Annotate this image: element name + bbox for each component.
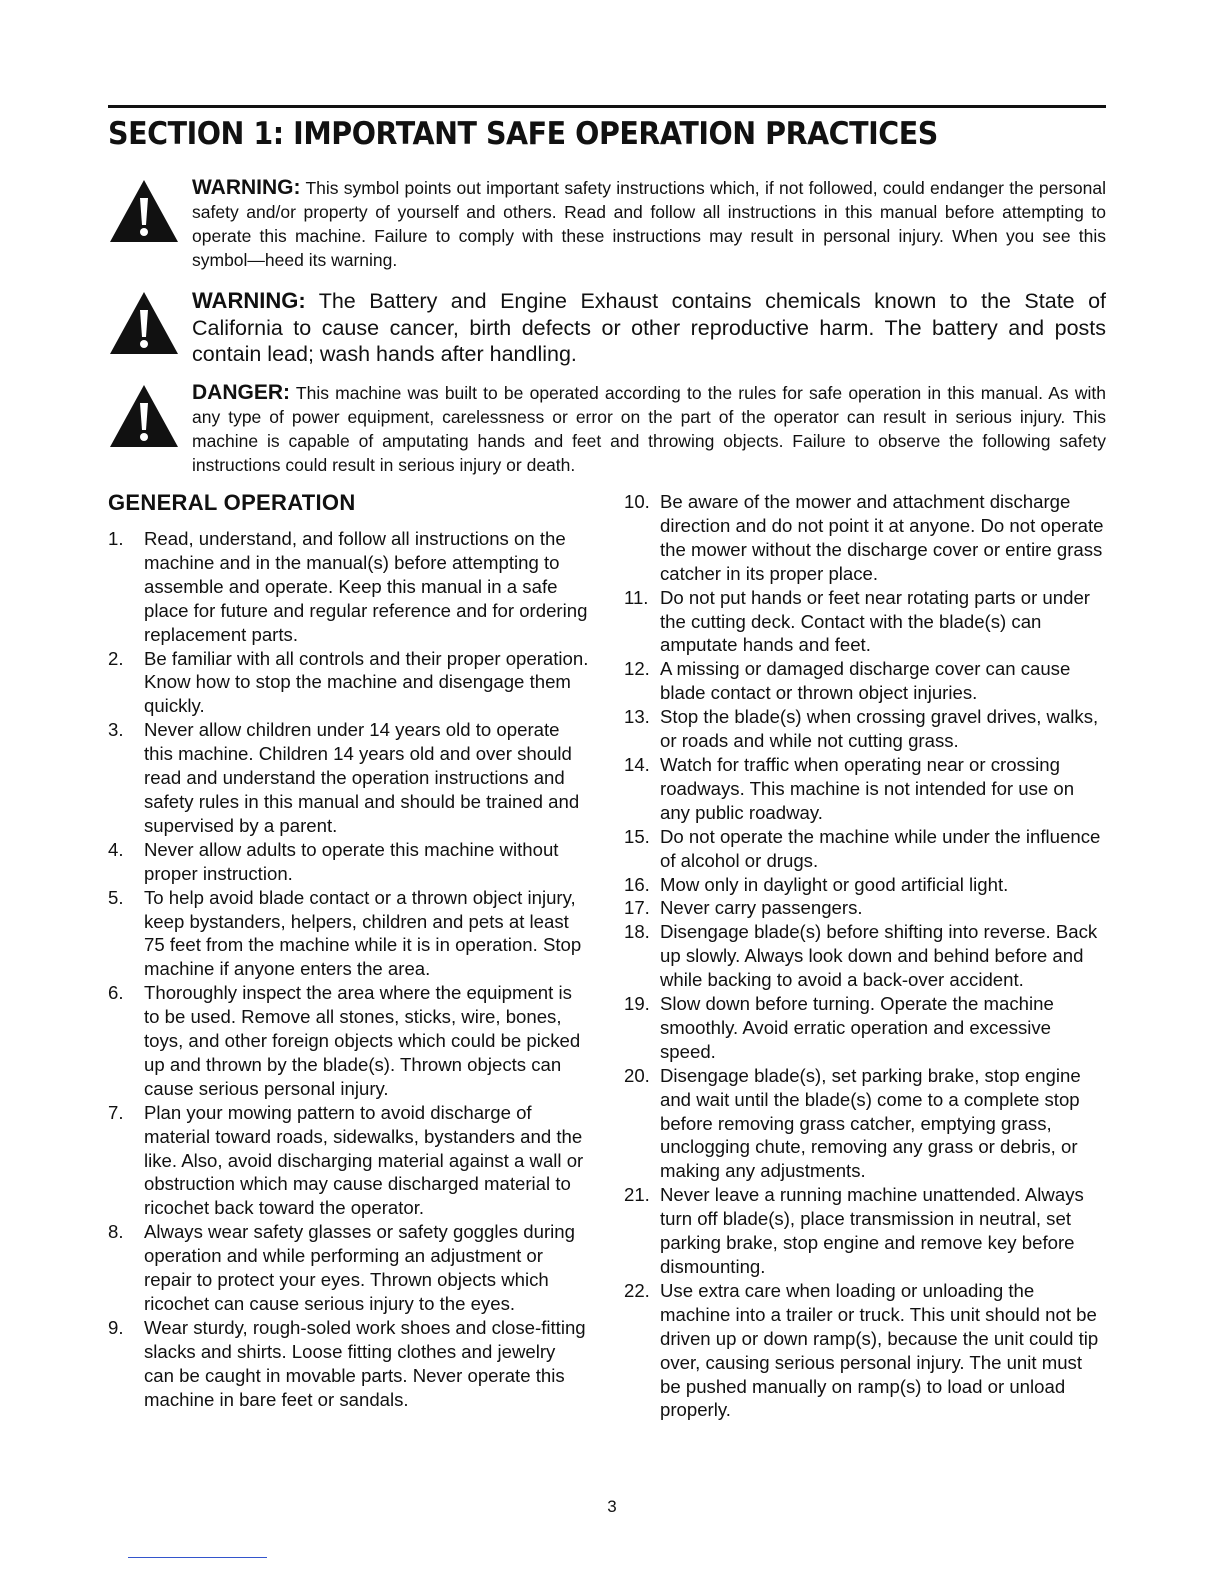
list-item bbox=[108, 886, 590, 982]
list-item bbox=[624, 992, 1106, 1064]
item-number: 6. bbox=[108, 982, 124, 1004]
list-item bbox=[624, 1279, 1106, 1422]
item-text: Slow down before turning. Operate the machine smoothly. Avoid erratic operation and excessive speed. bbox=[660, 993, 1054, 1062]
item-text: Disengage blade(s), set parking brake, stop engine and wait until the blade(s) come to a complete stop before removing grass catcher, emptying grass, unclogging chute, removing any grass or debris, or making any adjustments. bbox=[660, 1064, 1081, 1182]
item-number: 2. bbox=[108, 647, 124, 669]
item-number: 13. bbox=[624, 706, 650, 728]
item-text: Do not put hands or feet near rotating parts or under the cutting deck. Contact with the blade(s) can amputate hands and feet. bbox=[660, 586, 1090, 656]
item-text: Always wear safety glasses or safety goggles during operation and while performing an adjustment or repair to protect your eyes. Thrown objects which ricochet can cause serious injury to the eyes. bbox=[144, 1221, 575, 1314]
item-text: A missing or damaged discharge cover can cause blade contact or thrown object injuries. bbox=[660, 658, 1071, 704]
warning-text-1 bbox=[192, 176, 1106, 272]
item-number: 3. bbox=[108, 719, 124, 741]
warning-triangle-icon bbox=[108, 290, 180, 356]
item-text: To help avoid blade contact or a thrown object injury, keep bystanders, helpers, children and pets at least 75 feet from the machine while it is in operation. Stop machine if anyone enters the area. bbox=[144, 886, 582, 980]
list-item bbox=[624, 586, 1106, 658]
general-operation-heading: GENERAL OPERATION bbox=[108, 490, 356, 515]
list-item bbox=[624, 1064, 1106, 1184]
list-item bbox=[624, 920, 1106, 992]
item-number: 21. bbox=[624, 1184, 650, 1206]
list-item bbox=[108, 1101, 590, 1221]
safety-list-left bbox=[108, 527, 590, 1412]
list-item bbox=[624, 490, 1106, 586]
list-item bbox=[624, 896, 1106, 920]
warning-label: WARNING: bbox=[192, 288, 306, 313]
right-column bbox=[624, 490, 1106, 1422]
item-number: 10. bbox=[624, 491, 650, 512]
list-item bbox=[624, 873, 1106, 897]
item-text: Never allow children under 14 years old to operate this machine. Children 14 years old and over should read and understand the operation instructions and safety rules in this manual and should be trained and supervised by a parent. bbox=[144, 719, 580, 836]
item-number: 16. bbox=[624, 873, 650, 895]
list-item bbox=[624, 753, 1106, 825]
danger-label: DANGER: bbox=[192, 381, 290, 404]
list-item bbox=[108, 718, 590, 838]
list-item bbox=[624, 825, 1106, 873]
warning-block-1 bbox=[108, 176, 1106, 272]
list-item bbox=[108, 838, 590, 886]
item-number: 4. bbox=[108, 838, 124, 860]
item-number: 11. bbox=[624, 586, 649, 608]
item-number: 7. bbox=[108, 1101, 124, 1123]
danger-text bbox=[192, 381, 1106, 477]
list-item bbox=[108, 527, 590, 647]
page-number: 3 bbox=[607, 1497, 617, 1516]
warning-label: WARNING: bbox=[192, 176, 301, 199]
footer-line bbox=[128, 1557, 267, 1558]
item-number: 5. bbox=[108, 886, 124, 908]
item-number: 20. bbox=[624, 1064, 650, 1086]
list-item bbox=[108, 981, 590, 1101]
warning-body: The Battery and Engine Exhaust contains chemicals known to the State of California to cause cancer, birth defects or other reproductive harm. The battery and posts contain lead; wash hands after handling. bbox=[192, 289, 1106, 366]
item-text: Do not operate the machine while under the influence of alcohol or drugs. bbox=[660, 825, 1101, 871]
section-title: SECTION 1: IMPORTANT SAFE OPERATION PRACTICES bbox=[108, 116, 938, 152]
list-item bbox=[108, 1316, 590, 1412]
safety-list-right bbox=[624, 490, 1106, 1422]
left-column bbox=[108, 489, 590, 1412]
item-number: 18. bbox=[624, 921, 650, 943]
warning-triangle-icon bbox=[108, 383, 180, 449]
item-number: 15. bbox=[624, 825, 650, 847]
warning-body: This symbol points out important safety instructions which, if not followed, could endanger the personal safety and/or property of yourself and others. Read and follow all instructions in this manual before attempting to operate this machine. Failure to comply with these instructions may result in personal injury. When you see this symbol—heed its warning. bbox=[192, 178, 1107, 270]
item-number: 12. bbox=[624, 658, 650, 680]
list-item bbox=[624, 1183, 1106, 1279]
item-text: Never leave a running machine unattended. Always turn off blade(s), place transmission in neutral, set parking brake, stop engine and remove key before dismounting. bbox=[660, 1184, 1084, 1277]
warning-block-2 bbox=[108, 288, 1106, 368]
item-text: Be aware of the mower and attachment discharge direction and do not point it at anyone. Do not operate the mower without the discharge cover or entire grass catcher in its proper place. bbox=[660, 491, 1104, 584]
danger-body: This machine was built to be operated according to the rules for safe operation in this manual. As with any type of power equipment, carelessness or error on the part of the operator can result in serious injury. This machine is capable of amputating hands and feet and throwing objects. Failure to observe the following safety instructions could result in serious injury or death. bbox=[192, 383, 1106, 475]
item-text: Watch for traffic when operating near or crossing roadways. This machine is not intended for use on any public roadway. bbox=[660, 753, 1075, 823]
item-text: Wear sturdy, rough-soled work shoes and close-fitting slacks and shirts. Loose fitting clothes and jewelry can be caught in movable parts. Never operate this machine in bare feet or sandals. bbox=[144, 1316, 586, 1410]
list-item bbox=[624, 705, 1106, 753]
list-item bbox=[108, 647, 590, 719]
item-text: Be familiar with all controls and their proper operation. Know how to stop the machine and disengage them quickly. bbox=[144, 647, 589, 717]
list-item bbox=[108, 1220, 590, 1316]
top-rule bbox=[108, 105, 1106, 108]
warning-text-2 bbox=[192, 288, 1106, 368]
warning-triangle-icon bbox=[108, 178, 180, 244]
item-text: Disengage blade(s) before shifting into reverse. Back up slowly. Always look down and behind before and while backing to avoid a back-over accident. bbox=[660, 921, 1098, 991]
item-text: Never allow adults to operate this machine without proper instruction. bbox=[144, 838, 559, 884]
list-item bbox=[624, 657, 1106, 705]
item-text: Thoroughly inspect the area where the equipment is to be used. Remove all stones, sticks, wire, bones, toys, and other foreign objects which could be picked up and thrown by the blade(s). Thrown objects can cause serious personal injury. bbox=[144, 982, 581, 1099]
item-text: Read, understand, and follow all instructions on the machine and in the manual(s) before attempting to assemble and operate. Keep this manual in a safe place for future and regular reference and for ordering replacement parts. bbox=[144, 528, 588, 645]
item-number: 19. bbox=[624, 993, 650, 1015]
item-text: Mow only in daylight or good artificial light. bbox=[660, 873, 1009, 895]
item-text: Never carry passengers. bbox=[660, 897, 863, 919]
danger-block bbox=[108, 381, 1106, 477]
item-number: 22. bbox=[624, 1279, 650, 1301]
item-number: 17. bbox=[624, 897, 650, 919]
item-number: 8. bbox=[108, 1221, 124, 1243]
item-text: Stop the blade(s) when crossing gravel drives, walks, or roads and while not cutting grass. bbox=[660, 706, 1099, 752]
item-number: 1. bbox=[108, 528, 124, 549]
item-number: 14. bbox=[624, 753, 650, 775]
item-text: Plan your mowing pattern to avoid discharge of material toward roads, sidewalks, bystanders and the like. Also, avoid discharging material against a wall or obstruction which may cause discharged material to ricochet back toward the operator. bbox=[144, 1101, 584, 1219]
item-text: Use extra care when loading or unloading the machine into a trailer or truck. This unit should not be driven up or down ramp(s), because the unit could tip over, causing serious personal injury. The unit must be pushed manually on ramp(s) to load or unload properly. bbox=[660, 1279, 1099, 1421]
item-number: 9. bbox=[108, 1316, 124, 1338]
